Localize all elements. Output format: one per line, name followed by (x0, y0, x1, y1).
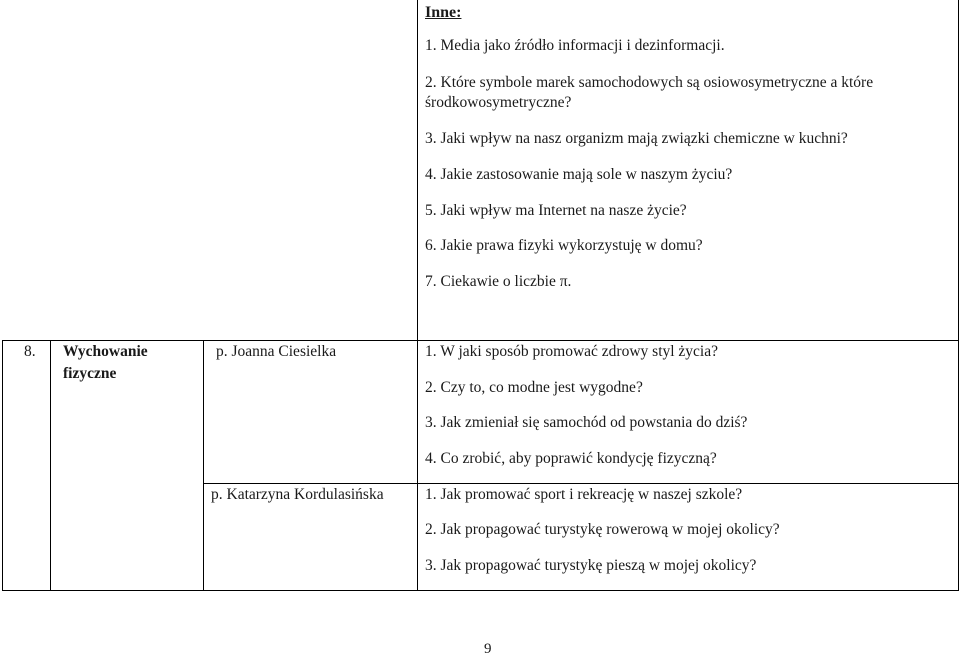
subject-name-line1: Wychowanie (63, 343, 148, 360)
table-border-left (2, 340, 3, 591)
row-divider-top (2, 340, 959, 341)
topic-1-2: 2. Czy to, co modne jest wygodne? (425, 379, 643, 396)
column-divider-subject (50, 340, 51, 591)
table-border-right (958, 0, 959, 591)
topic-1-4: 4. Co zrobić, aby poprawić kondycję fizyczną? (425, 450, 717, 467)
topic-2-3: 3. Jak propagować turystykę pieszą w mojej okolicy? (425, 557, 757, 574)
column-divider-topics (417, 0, 418, 591)
inne-item-7: 7. Ciekawie o liczbie π. (425, 273, 572, 290)
column-divider-teacher (203, 340, 204, 591)
table-border-bottom (2, 590, 959, 591)
topic-2-1: 1. Jak promować sport i rekreację w naszej szkole? (425, 486, 743, 503)
topic-2-2: 2. Jak propagować turystykę rowerową w mojej okolicy? (425, 521, 780, 538)
inne-item-6: 6. Jakie prawa fizyki wykorzystuję w domu? (425, 237, 703, 254)
page-number: 9 (484, 641, 492, 657)
inne-item-2: 2. Które symbole marek samochodowych są osiowosymetryczne a które (425, 74, 874, 91)
topic-1-1: 1. W jaki sposób promować zdrowy styl życia? (425, 343, 719, 360)
inne-item-1: 1. Media jako źródło informacji i dezinformacji. (425, 37, 725, 54)
inne-heading: Inne: (425, 4, 462, 21)
inne-item-2-cont: środkowosymetryczne? (425, 94, 572, 111)
subject-name-line2: fizyczne (63, 365, 117, 382)
inne-item-4: 4. Jakie zastosowanie mają sole w naszym życiu? (425, 166, 733, 183)
inne-item-5: 5. Jaki wpływ ma Internet na nasze życie? (425, 202, 687, 219)
topic-1-3: 3. Jak zmieniał się samochód od powstania do dziś? (425, 414, 748, 431)
row-divider-teacher (203, 483, 958, 484)
teacher-name-2: p. Katarzyna Kordulasińska (211, 486, 384, 503)
teacher-name-1: p. Joanna Ciesielka (216, 343, 337, 360)
row-number: 8. (24, 343, 36, 360)
inne-item-3: 3. Jaki wpływ na nasz organizm mają związki chemiczne w kuchni? (425, 130, 848, 147)
